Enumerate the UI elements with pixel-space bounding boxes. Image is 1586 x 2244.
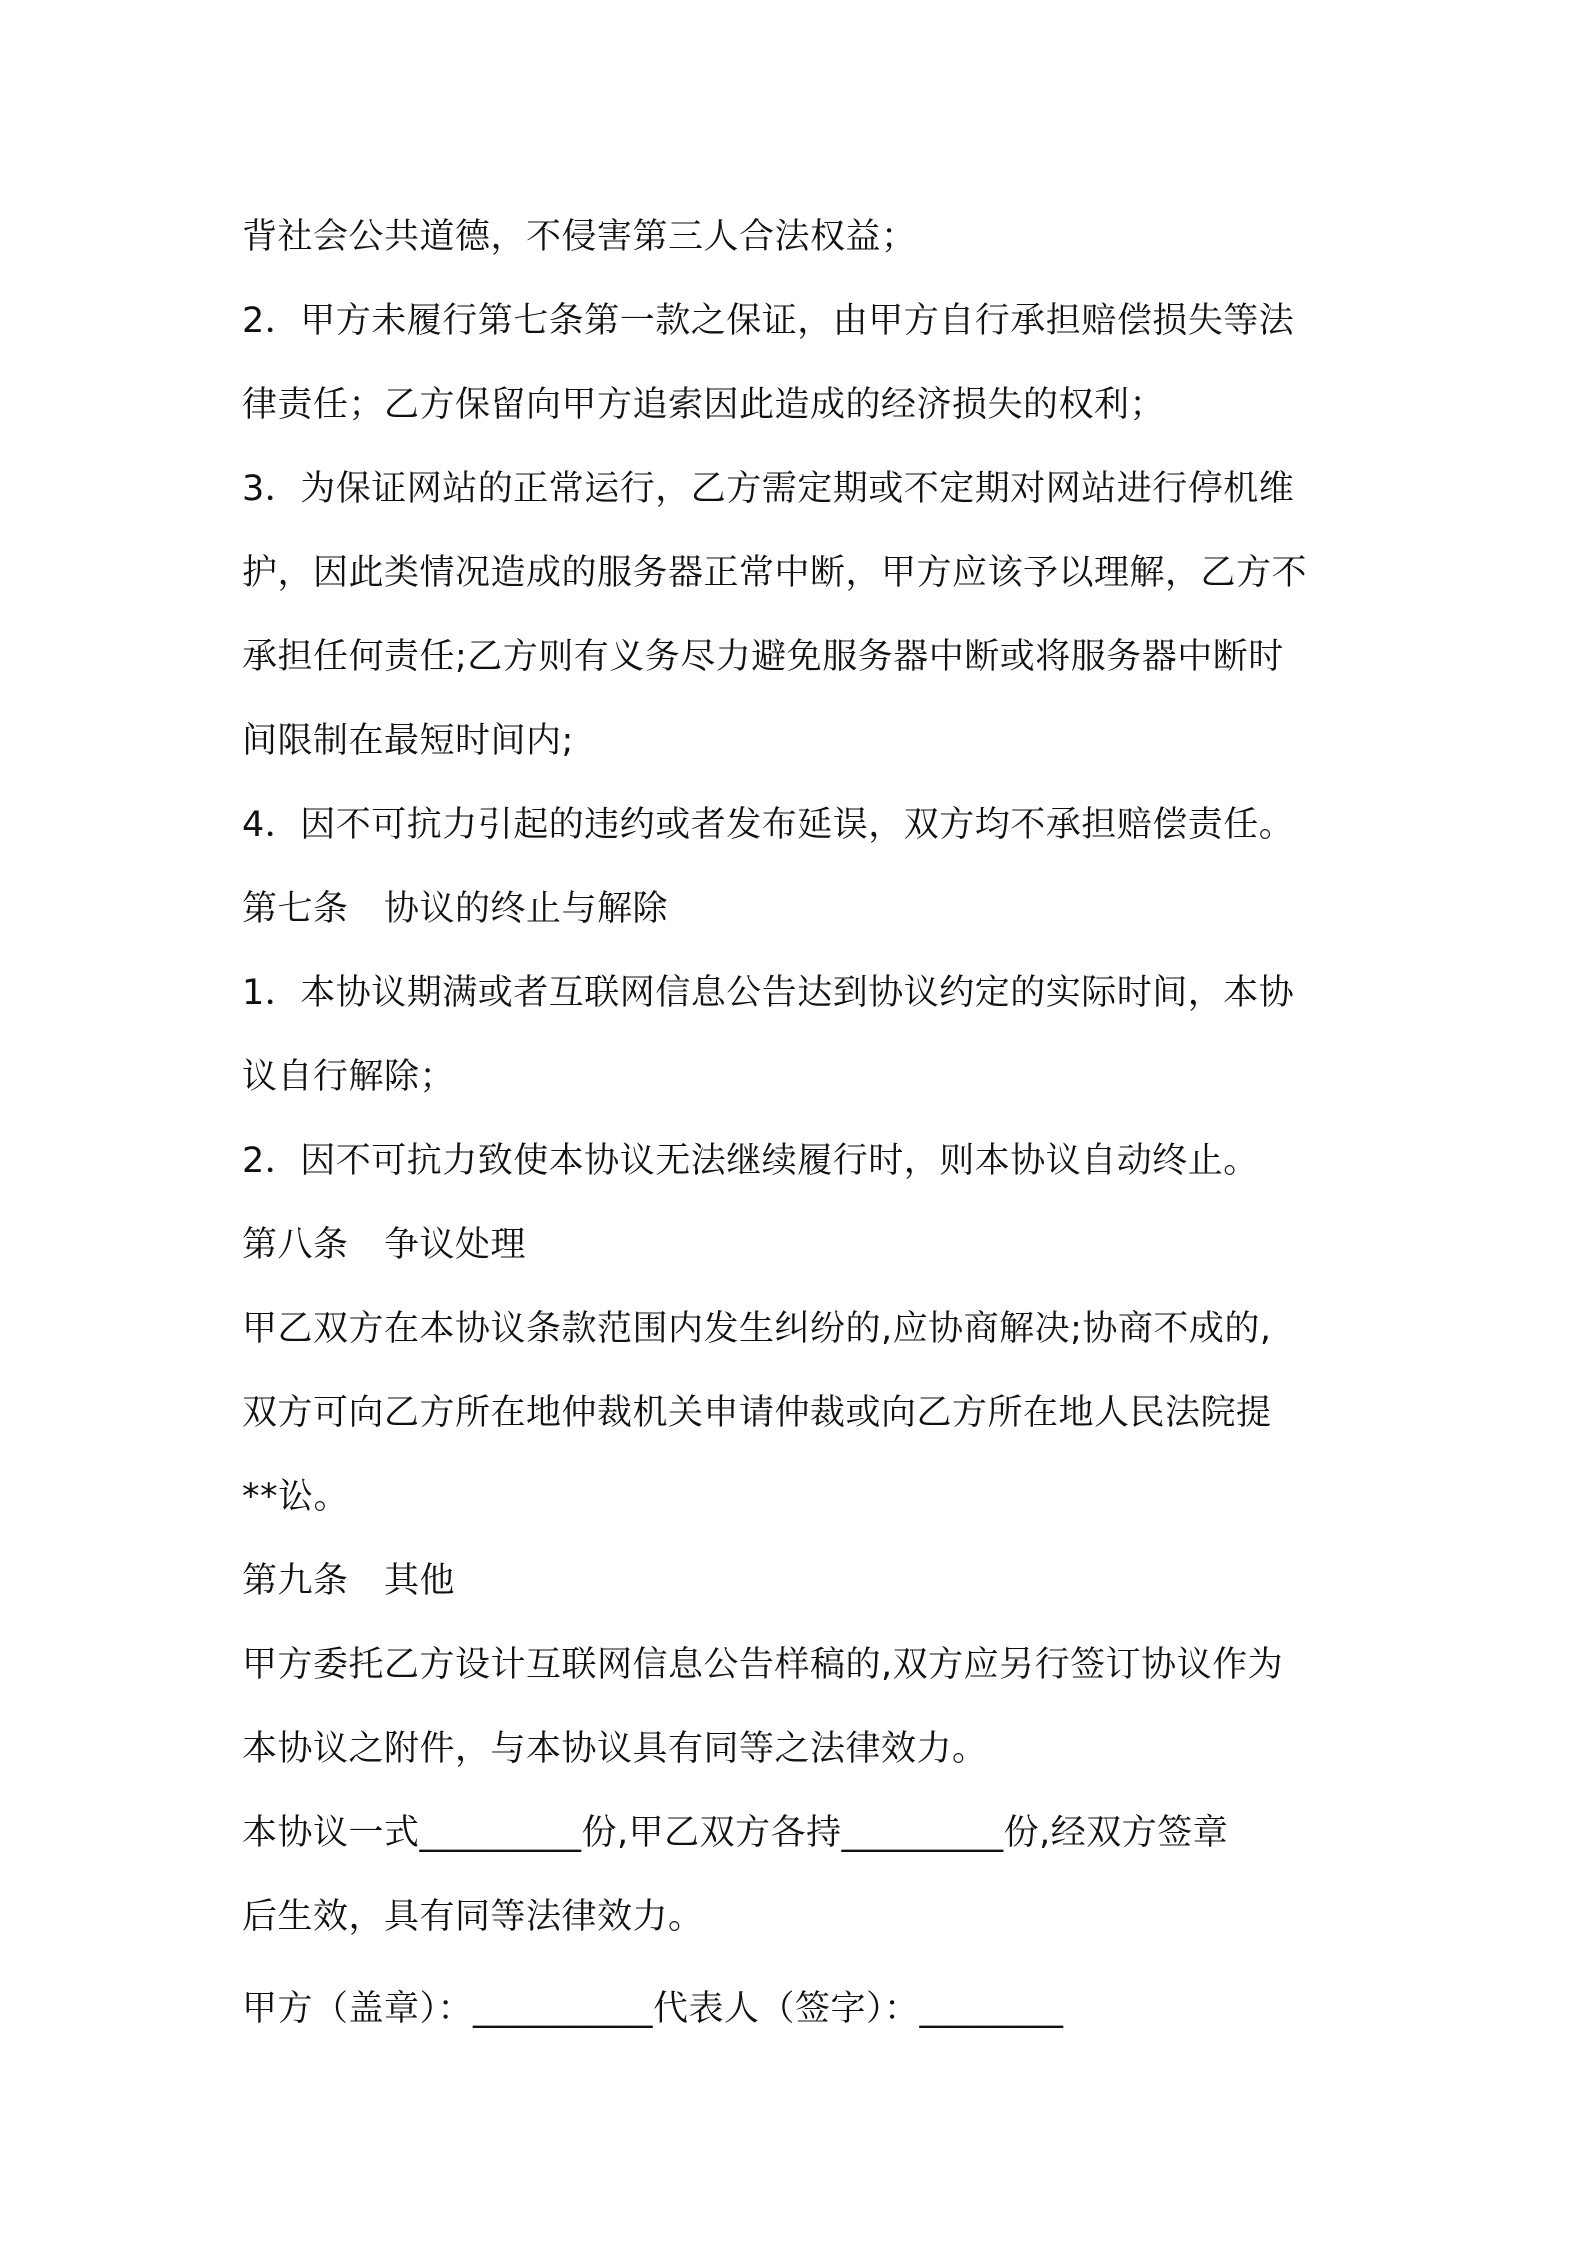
- clause-3-line-4: 间限制在最短时间内;: [242, 721, 574, 761]
- article-9-line-2: 本协议之附件，与本协议具有同等之法律效力。: [242, 1729, 988, 1769]
- signature-line: 甲方（盖章）：__________代表人（签字）：________: [242, 1989, 1064, 2029]
- article-7-heading: 第七条 协议的终止与解除: [242, 889, 669, 929]
- article-8-heading: 第八条 争议处理: [242, 1225, 527, 1265]
- article-9-heading: 第九条 其他: [242, 1561, 456, 1601]
- clause-3-line-2: 护，因此类情况造成的服务器正常中断，甲方应该予以理解，乙方不: [242, 553, 1308, 593]
- article-8-line-1: 甲乙双方在本协议条款范围内发生纠纷的,应协商解决;协商不成的,: [242, 1309, 1272, 1349]
- article-8-line-2: 双方可向乙方所在地仲裁机关申请仲裁或向乙方所在地人民法院提: [242, 1393, 1272, 1433]
- copies-line-1: 本协议一式_________份,甲乙双方各持_________份,经双方签章: [242, 1813, 1229, 1853]
- article-7-clause-1-line-1: 1．本协议期满或者互联网信息公告达到协议约定的实际时间，本协: [242, 973, 1295, 1013]
- clause-2-line-1: 2．甲方未履行第七条第一款之保证，由甲方自行承担赔偿损失等法: [242, 301, 1295, 341]
- paragraph-line: 背社会公共道德，不侵害第三人合法权益；: [242, 217, 917, 257]
- article-9-line-1: 甲方委托乙方设计互联网信息公告样稿的,双方应另行签订协议作为: [242, 1645, 1284, 1685]
- clause-4-line: 4．因不可抗力引起的违约或者发布延误，双方均不承担赔偿责任。: [242, 805, 1295, 845]
- article-8-line-3: **讼。: [242, 1477, 350, 1517]
- clause-3-line-3: 承担任何责任;乙方则有义务尽力避免服务器中断或将服务器中断时: [242, 637, 1284, 677]
- clause-3-line-1: 3．为保证网站的正常运行，乙方需定期或不定期对网站进行停机维: [242, 469, 1295, 509]
- copies-line-2: 后生效，具有同等法律效力。: [242, 1897, 704, 1937]
- article-7-clause-1-line-2: 议自行解除；: [242, 1057, 456, 1097]
- clause-2-line-2: 律责任；乙方保留向甲方追索因此造成的经济损失的权利；: [242, 385, 1166, 425]
- document-body: [242, 195, 1362, 2051]
- article-7-clause-2-line: 2．因不可抗力致使本协议无法继续履行时，则本协议自动终止。: [242, 1141, 1259, 1181]
